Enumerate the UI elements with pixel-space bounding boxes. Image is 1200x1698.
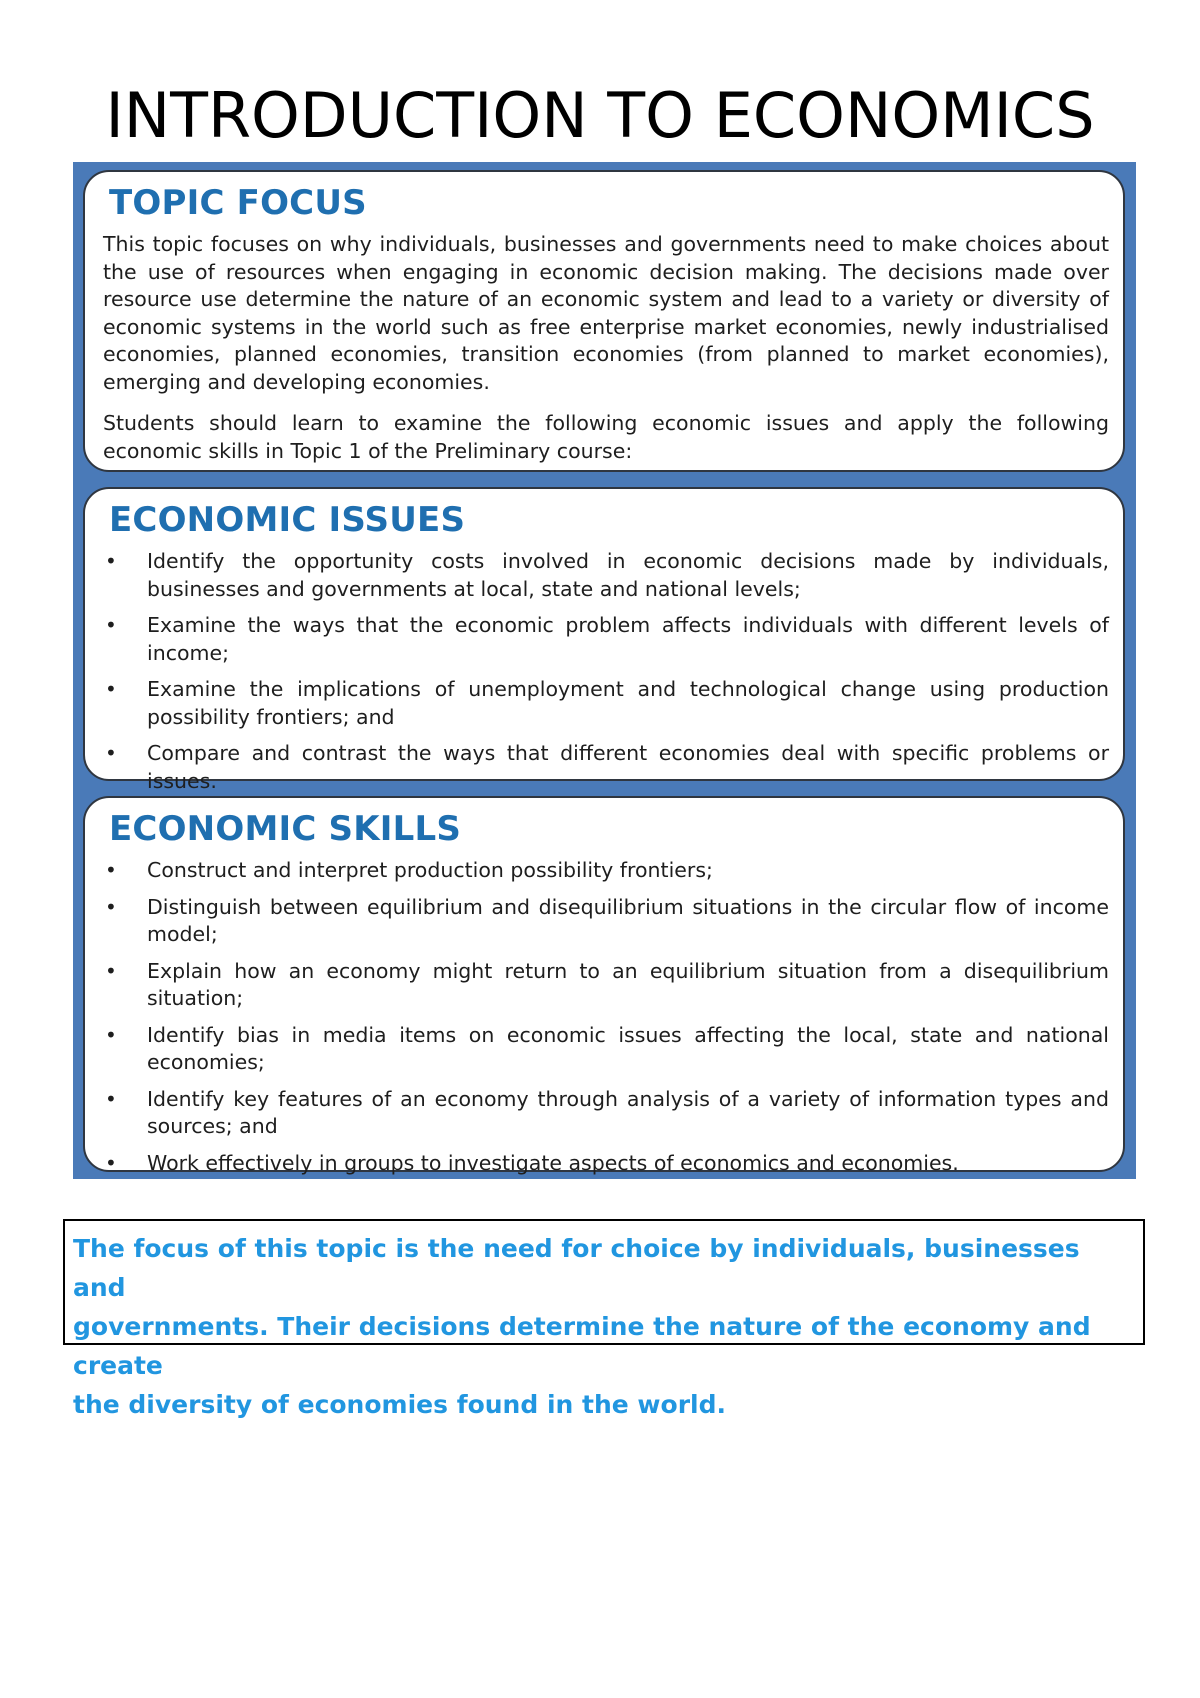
syllabus-frame [73, 162, 1136, 1179]
list-item [103, 857, 1109, 885]
list-item [103, 740, 1109, 795]
economic-issues-list [103, 548, 1109, 795]
list-item [103, 1022, 1109, 1077]
list-item-text: Explain how an economy might return to an equilibrium situation from a disequilibrium situation; [147, 958, 1109, 1011]
topic-focus-paragraph: This topic focuses on why individuals, businesses and governments need to make choices about the use of resources when engaging in economic decision making. The decisions made over resource use determine the nature of an economic system and lead to a variety or diversity of economic systems in the world such as free enterprise market economies, newly industrialised economies, planned economies, transition economies (from planned to market economies), emerging and developing economies. [103, 232, 1109, 394]
topic-focus-panel [83, 170, 1125, 472]
economic-issues-heading: ECONOMIC ISSUES [109, 500, 466, 540]
topic-focus-heading: TOPIC FOCUS [109, 183, 367, 223]
bullet-icon: • [105, 549, 117, 574]
list-item-text: Identify the opportunity costs involved in economic decisions made by individuals, businesses and governments at local, state and national levels; [147, 549, 1109, 601]
list-item [103, 676, 1109, 731]
bullet-icon: • [105, 1086, 117, 1111]
summary-line: the diversity of economies found in the world. [73, 1390, 726, 1419]
summary-box [63, 1219, 1145, 1419]
list-item-text: Identify key features of an economy through analysis of a variety of information types and sources; and [147, 1086, 1109, 1139]
list-item [103, 958, 1109, 1013]
list-item-text: Examine the implications of unemployment and technological change using production possibility frontiers; and [147, 677, 1109, 729]
list-item [103, 894, 1109, 949]
list-item [103, 548, 1109, 603]
bullet-icon: • [105, 958, 117, 983]
list-item [103, 1150, 1109, 1178]
bullet-icon: • [105, 1022, 117, 1047]
list-item-text: Identify bias in media items on economic issues affecting the local, state and national economies; [147, 1022, 1109, 1075]
list-item [103, 612, 1109, 667]
economic-skills-heading: ECONOMIC SKILLS [109, 809, 462, 849]
summary-line: The focus of this topic is the need for choice by individuals, businesses and [73, 1234, 1080, 1302]
list-item-text: Distinguish between equilibrium and disequilibrium situations in the circular flow of income model; [147, 894, 1109, 947]
list-item-text: Work effectively in groups to investigate aspects of economics and economies. [147, 1150, 959, 1175]
bullet-icon: • [105, 613, 117, 638]
list-item-text: Construct and interpret production possibility frontiers; [147, 858, 713, 883]
list-item-text: Examine the ways that the economic problem affects individuals with different levels of income; [147, 613, 1109, 665]
economic-issues-panel [83, 487, 1125, 793]
summary-line: governments. Their decisions determine the nature of the economy and create [73, 1312, 1091, 1380]
list-item [103, 1086, 1109, 1141]
bullet-icon: • [105, 677, 117, 702]
economic-skills-list [103, 857, 1109, 1177]
topic-focus-paragraph: Students should learn to examine the following economic issues and apply the following economic skills in Topic 1 of the Preliminary course: [103, 411, 1109, 463]
bullet-icon: • [105, 1150, 117, 1175]
page-title: INTRODUCTION TO ECONOMICS [105, 79, 1095, 152]
bullet-icon: • [105, 741, 117, 766]
bullet-icon: • [105, 894, 117, 919]
bullet-icon: • [105, 858, 117, 883]
list-item-text: Compare and contrast the ways that different economies deal with specific problems or issues. [147, 741, 1109, 793]
economic-skills-panel [83, 796, 1125, 1175]
